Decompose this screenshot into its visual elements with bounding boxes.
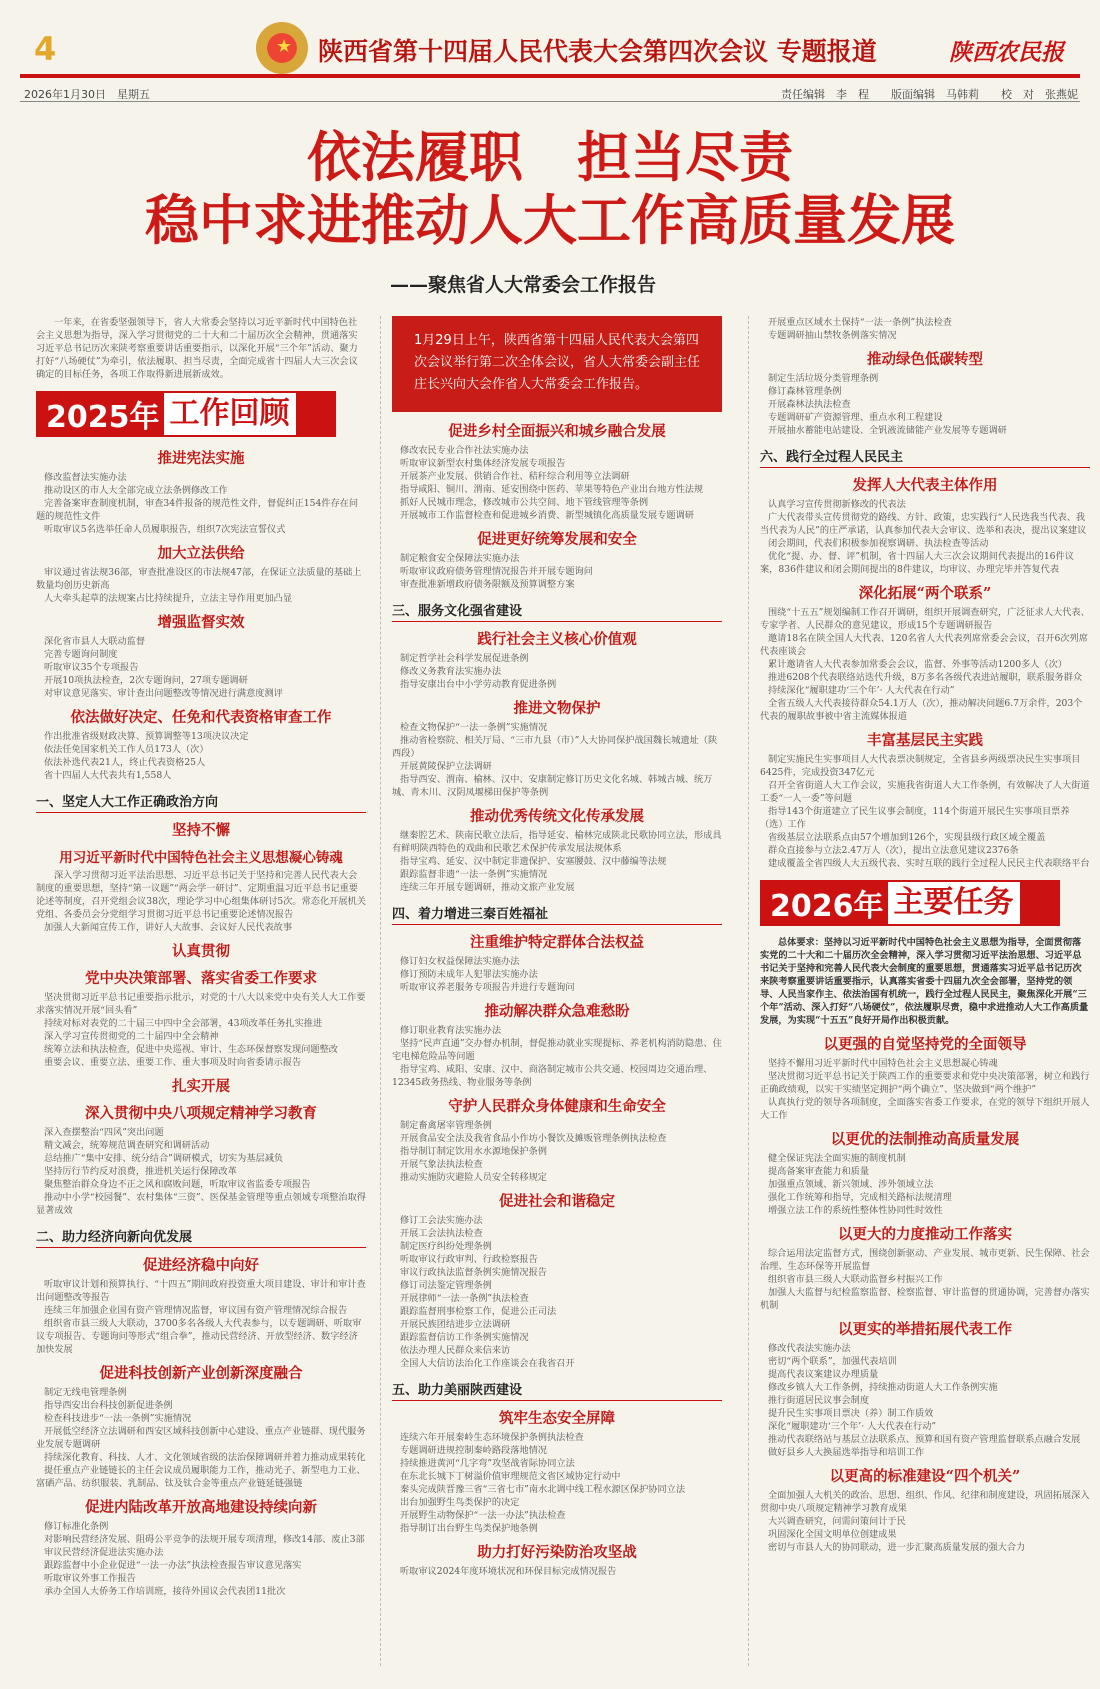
list-item: 审议民营经济促进法实施办法 (44, 1547, 164, 1558)
list-item: 指导西安出台科技创新促进条例 (44, 1400, 173, 1411)
subheading: 以更高的标准建设“四个机关” (829, 1468, 1021, 1485)
list-item: 制定哲学社会科学发展促进条例 (400, 653, 529, 664)
item-list (760, 606, 1090, 723)
list-item: 修改乡镇人大工作条例，持续推动街道人大工作条例实施 (768, 1382, 998, 1393)
list-item: 综合运用法定监督方式，围绕创新驱动、产业发展、城市更新、民生保障、社会治理、生态环保等开展监督 (760, 1248, 1090, 1272)
subheading: 促进内陆改革开放高地建设持续向新 (85, 1499, 317, 1516)
item-list (760, 1489, 1090, 1554)
list-item: 提高备案审查能力和质量 (768, 1166, 870, 1177)
list-item: 组织省市县三级人大联动监督乡村振兴工作 (768, 1274, 943, 1285)
photo-caption-box: 1月29日上午，陕西省第十四届人民代表大会第四次会议举行第二次全体会议，省人大常委会副主任庄长兴向大会作省人大常委会工作报告。 (392, 316, 722, 412)
dateline: 2026年1月30日 星期五 (24, 88, 150, 101)
list-item: 专题调研矿产资源管理、重点水利工程建设 (768, 412, 943, 423)
list-item: 推行街道居民议事会制度 (768, 1395, 870, 1406)
list-item: 持续深化教育、科技、人才、文化领域省级的法治保障调研并着力推动成果转化 (44, 1452, 366, 1463)
list-item: 专题调研抽山禁牧条例落实情况 (768, 330, 897, 341)
column-1 (36, 316, 366, 1676)
list-item: 健全保证宪法全面实施的制度机制 (768, 1153, 906, 1164)
list-item: 深化省市县人大联动监督 (44, 636, 146, 647)
list-item: 提升民生实事项目票决（养）制工作质效 (768, 1408, 934, 1419)
section-title: 陕西省第十四届人民代表大会第四次会议 专题报道 (318, 37, 877, 66)
subheading: 促进更好统筹发展和安全 (477, 531, 637, 548)
list-item: 制定医疗纠纷处理条例 (400, 1241, 492, 1252)
list-item: 推进6208个代表联络站迭代升级，8万多名各级代表进站履职，联系服务群众 (768, 672, 1083, 683)
subheading: 推进宪法实施 (157, 450, 245, 467)
list-item: 开展10项执法检查，2次专题询问，27项专题调研 (44, 675, 248, 686)
subheading: 推动解决群众急难愁盼 (484, 1003, 630, 1020)
list-item: 听取审议外事工作报告 (44, 1573, 136, 1584)
list-item: 聚焦整治群众身边不正之风和腐败问题，听取审议省监委专项报告 (44, 1179, 311, 1190)
masthead (20, 20, 1080, 74)
subheading: 党中央决策部署、落实省委工作要求 (85, 970, 317, 987)
list-item: 完善备案审查制度机制，审查34件报备的规范性文件，督促纠正154件存在问题的规范性文件 (36, 498, 359, 522)
list-item: 跟踪监督中小企业促进“一法一办法”执法检查报告审议意见落实 (44, 1560, 302, 1571)
section-heading: 三、服务文化强省建设 (392, 600, 722, 622)
national-emblem-icon: ★ (256, 22, 308, 74)
list-item: 强化工作统筹和指导，完成相关路标法规清理 (768, 1192, 952, 1203)
year-number: 2026年 (770, 881, 886, 925)
item-list (760, 372, 1090, 437)
item-list (36, 991, 366, 1069)
list-item: 累计邀请省人大代表参加常委会会议，监督、外事等活动1200多人（次） (768, 659, 1068, 670)
list-item: 指导西安、渭南、榆林、汉中、安康制定修订历史文化名城、韩城古城、统万城、青木川、汉阴凤堰梯田保护等条例 (392, 774, 713, 798)
item-list (392, 955, 722, 994)
list-item: 深入查摆整治“四风”突出问题 (44, 1127, 164, 1138)
list-item: 跟踪监督信访工作条例实施情况 (400, 1332, 529, 1343)
list-item: 推动中小学“校园餐”、农村集体“三资”、医保基金管理等重点领域专项整治取得显著成效 (36, 1192, 366, 1216)
list-item: 作出批准省级财政决算、预算调整等13项决议决定 (44, 731, 249, 742)
item-list (36, 921, 366, 934)
list-item: 群众直接参与立法2.47万人（次），提出立法意见建议2376条 (768, 845, 1019, 856)
list-item: 省级基层立法联系点由57个增加到126个，实现县级行政区域全覆盖 (768, 832, 1046, 843)
list-item: 推动省检察院、相关厅局、“三市九县（市）”人大协同保护战国魏长城遗址（陕西段） (392, 735, 718, 759)
column-divider (380, 316, 381, 1666)
item-list (36, 1520, 366, 1598)
list-item: 开展工会法执法检查 (400, 1228, 483, 1239)
list-item: 指导咸阳、铜川、渭南、延安围绕中医药、苹果等特色产业出台地方性法规 (400, 484, 704, 495)
subheading: 推进文物保护 (513, 700, 601, 717)
list-item: 开展律师“一法一条例”执法检查 (400, 1293, 529, 1304)
list-item: 听取审议计划和预算执行、“十四五”期间政府投资重大项目建设、审计和审计查出问题整改等报告 (36, 1279, 366, 1303)
list-item: 出台加强野生鸟类保护的决定 (400, 1497, 520, 1508)
item-list (392, 1119, 722, 1184)
list-item: 开展食品安全法及我省食品小作坊小餐饮及摊贩管理条例执法检查 (400, 1133, 667, 1144)
year-review-banner (36, 391, 336, 437)
list-item: 认真学习宣传贯彻新修改的代表法 (768, 499, 906, 510)
list-item: 听取审议新型农村集体经济发展专项报告 (400, 458, 566, 469)
item-list (760, 498, 1090, 576)
list-item: 开展黄陵保护立法调研 (400, 761, 492, 772)
subheading: 深入贯彻中央八项规定精神学习教育 (85, 1105, 317, 1122)
list-item: 深入学习宣传贯彻党的二十届四中全会精神 (44, 1031, 219, 1042)
item-list (760, 753, 1090, 870)
divider (20, 101, 1080, 102)
list-item: 开展城市工作监督检查和促进城乡消费、新型城镇化高质量发展专题调研 (400, 510, 694, 521)
list-item: 审议行政执法监督条例实施情况报告 (400, 1267, 547, 1278)
list-item: 跟踪监督刑事检察工作，促进公正司法 (400, 1306, 557, 1317)
list-item: 推动设区的市人大全部完成立法条例修改工作 (44, 485, 228, 496)
list-item: 加强重点领域、新兴领域、涉外领域立法 (768, 1179, 934, 1190)
page-number: 4 (34, 30, 57, 68)
subheading: 以更优的法制推动高质量发展 (830, 1131, 1020, 1148)
item-list (36, 1126, 366, 1217)
list-item: 制定畜禽屠宰管理条例 (400, 1120, 492, 1131)
list-item: 全国人大信访法治化工作座谈会在我省召开 (400, 1358, 575, 1369)
list-item: 制定无线电管理条例 (44, 1387, 127, 1398)
list-item: 统筹立法和执法检查，促进中央巡视、审计、生态环保督察发现问题整改 (44, 1044, 338, 1055)
list-item: 加强人大监督与纪检监察监督、检察监督、审计监督的贯通协调，完善督办落实机制 (760, 1287, 1090, 1311)
list-item: 精文减会，统筹规范调查研究和调研活动 (44, 1140, 210, 1151)
subheading: 促进科技创新产业创新深度融合 (99, 1365, 303, 1382)
subheading: 依法做好决定、任免和代表资格审查工作 (70, 709, 332, 726)
list-item: 提高代表议案建议办理质量 (768, 1369, 879, 1380)
list-item: 指导安康出台中小学劳动教育促进条例 (400, 679, 557, 690)
section-heading: 一、坚定人大工作正确政治方向 (36, 791, 366, 813)
list-item: 建成覆盖全省四级人大五级代表、实时互联的践行全过程人民民主代表联络平台 (768, 858, 1090, 869)
list-item: 依法办理人民群众来信来访 (400, 1345, 511, 1356)
year-label: 主要任务 (888, 882, 1020, 924)
item-list (36, 1278, 366, 1356)
item-list (392, 552, 722, 591)
list-item: 增强立法工作的系统性整体性协同性时效性 (768, 1205, 943, 1216)
subheading: 以更大的力度推动工作落实 (838, 1226, 1012, 1243)
list-item: 指导宝鸡、延安、汉中制定非遗保护、安塞腰鼓、汉中藤编等法规 (400, 856, 667, 867)
newspaper-logo: 陕西农民报 (949, 39, 1064, 66)
list-item: 制定生活垃圾分类管理条例 (768, 373, 879, 384)
intro-paragraph: 一年来，在省委坚强领导下，省人大常委会坚持以习近平新时代中国特色社会主义思想为指导，深入学习贯彻党的二十大和二十届历次全会精神，贯通落实习近平总书记历次来陕考察重要讲话重要指示，以深化开展“三个年”活动、聚力打好“八场硬仗”为牵引，依法履职、担当尽责，全面完成省十四届人大三次会议确定的目标任务，各项工作取得新进展新成效。 (36, 317, 358, 380)
subheading: 坚持不懈 (172, 822, 230, 839)
list-item: 围绕“十五五”规划编制工作召开调研，组织开展调查研究，广泛征求人大代表、专家学者、人民群众的意见建议，形成15个专题调研报告 (760, 607, 1090, 631)
item-list (392, 1431, 722, 1535)
column-2 (392, 316, 722, 1676)
item-list (36, 635, 366, 700)
list-item: 组织省市县三级人大联动，3700多名各级人大代表参与，以专题调研、听取审议专项报告、专题询问等形式“组合拳”，推动民营经济、开放型经济、数字经济加快发展 (36, 1318, 362, 1355)
item-list (36, 471, 366, 536)
list-item: 全省五级人大代表接待群众54.1万人（次），推动解决问题6.7万余件，203个代表的履职故事被中省主流媒体报道 (760, 698, 1083, 722)
list-item: 完善专题询问制度 (44, 649, 118, 660)
list-item: 开展野生动物保护“一法一办法”执法检查 (400, 1510, 566, 1521)
subheading: 推动优秀传统文化传承发展 (470, 808, 644, 825)
list-item: 检查文物保护“一法一条例”实施情况 (400, 722, 548, 733)
list-item: 坚持不懈用习近平新时代中国特色社会主义思想凝心铸魂 (768, 1058, 998, 1069)
list-item: 听取审议政府债务管理情况报告并开展专题询问 (400, 566, 593, 577)
list-item: 重要会议、重要立法、重要工作、重大事项及时向省委请示报告 (44, 1057, 302, 1068)
list-item: 修改代表法实施办法 (768, 1343, 851, 1354)
list-item: 巩固深化全国文明单位创建成果 (768, 1529, 897, 1540)
subheading: 以更强的自觉坚持党的全面领导 (823, 1036, 1027, 1053)
list-item: 坚决贯彻习近平总书记重要指示批示，对党的十八大以来党中央有关人大工作要求落实情况开展“回头看” (36, 992, 366, 1016)
list-item: 闭会期间，代表们积极参加视察调研、执法检查等活动 (768, 538, 989, 549)
list-item: 提任重点产业链链长的主任会议成员履职能力工作，推动光子、新型电力工业、富硒产品、纺织服装、乳制品、钛及钛合金等重点产业链延链强链 (36, 1465, 366, 1489)
item-list (760, 1152, 1090, 1217)
list-item: 优化“提、办、督、评”机制，省十四届人大三次会议期间代表提出的16件议案，836件建议和闭会期间提出的8件建议，均审议、办理完毕并答复代表 (760, 551, 1074, 575)
list-item: 指导制订出台野生鸟类保护地条例 (400, 1523, 538, 1534)
list-item: 指导制订制定饮用水水源地保护条例 (400, 1146, 547, 1157)
list-item: 听取审议5名选举任命人员履职报告，组织7次宪法宣誓仪式 (44, 524, 286, 535)
list-item: 推动代表联络站与基层立法联系点、预算和国有资产管理监督联系点融合发展 (768, 1434, 1081, 1445)
subheading: 促进乡村全面振兴和城乡融合发展 (448, 423, 666, 440)
editors-line: 责任编辑 李 程 版面编辑 马韩莉 校 对 张燕妮 (781, 88, 1078, 101)
subheading: 筑牢生态安全屏障 (499, 1410, 615, 1427)
list-item: 听取审议35个专项报告 (44, 662, 139, 673)
list-item: 专题调研进规控制秦岭路段落地情况 (400, 1445, 547, 1456)
overall-requirements: 总体要求：坚持以习近平新时代中国特色社会主义思想为指导，全面贯彻落实党的二十大和二十届历次全会精神，深入学习贯彻习近平法治思想、习近平总书记关于坚持和完善人民代表大会制度的重要思想，贯通落实习近平总书记历次来陕考察重要讲话重要指示，认真落实省委十四届九次全会部署，坚持党的领导、人民当家作主、依法治国有机统一，践行全过程人民民主，聚焦深化开展“三个年”活动、深入打好“八场硬仗”，依法履职尽责，稳中求进推动人大工作高质量发展，为实现“十五五”良好开局作出积极贡献。 (760, 937, 1089, 1026)
list-item: 修改义务教育法实施办法 (400, 666, 502, 677)
item-list (760, 1247, 1090, 1312)
subheading: 注重维护特定群体合法权益 (470, 934, 644, 951)
masthead-rule (20, 74, 1080, 78)
item-list (36, 1386, 366, 1490)
list-item: 听取审议养老服务专项报告并进行专题询问 (400, 982, 575, 993)
list-item: 持续推进黄河“几字弯”攻坚战省际协同立法 (400, 1458, 575, 1469)
item-list (392, 1024, 722, 1089)
list-item: 密切与市县人大的协同联动，进一步汇聚高质量发展的强大合力 (768, 1542, 1026, 1553)
list-item: 开展森林法执法检查 (768, 399, 851, 410)
subtitle: ——聚焦省人大常委会工作报告 (390, 274, 657, 296)
item-list (760, 1342, 1090, 1459)
list-item: 连续三年加强企业国有资产管理情况监督，审议国有资产管理情况综合报告 (44, 1305, 348, 1316)
list-item: 检查科技进步“一法一条例”实施情况 (44, 1413, 192, 1424)
list-item: 召开全省街道人大工作会议，实施我省街道人大工作条例，有效解决了人大街道工委“一人一委”等问题 (760, 780, 1090, 804)
list-item: 持续对标对表党的二十届三中四中全会部署，43项改革任务扎实推进 (44, 1018, 323, 1029)
subheading: 丰富基层民主实践 (867, 732, 983, 749)
item-list (36, 566, 366, 605)
year-tasks-banner (760, 880, 1060, 926)
item-list (392, 721, 722, 799)
subheading: 以更实的举措拓展代表工作 (838, 1321, 1012, 1338)
list-item: 深化“履职建功‘三个年’· 人大代表在行动” (768, 1421, 937, 1432)
list-item: 审议通过省法规36部，审查批准设区的市法规47部，在保证立法质量的基础上数量均创历史新高 (36, 567, 362, 591)
list-item: 跟踪监督非遗“一法一条例”实施情况 (400, 869, 548, 880)
subheading: 深化拓展“两个联系” (858, 585, 992, 602)
column-divider (748, 316, 749, 1666)
list-item: 对影响民营经济发展、阻碍公平竞争的法规开展专项清理，修改14部、废止3部 (44, 1534, 365, 1545)
list-item: 指导宝鸡、咸阳、安康、汉中、商洛制定城市公共交通、校园周边交通治理、12345政务热线、物业服务等条例 (392, 1064, 713, 1088)
headline-line-2: 稳中求进推动人大工作高质量发展 (145, 189, 955, 252)
list-item: 密切“两个联系”，加强代表培训 (768, 1356, 897, 1367)
list-item: 人大牵头起草的法规案占比持续提升，立法主导作用更加凸显 (44, 593, 293, 604)
item-list (392, 1565, 722, 1578)
subheading: 认真贯彻 (172, 943, 230, 960)
headline-line-1: 依法履职 担当尽责 (307, 126, 793, 189)
subheading: 加大立法供给 (157, 545, 245, 562)
year-label: 工作回顾 (164, 393, 296, 435)
list-item: 邀请18名在陕全国人大代表、120名省人大代表列席常委会会议，召开6次列席代表座谈会 (760, 633, 1088, 657)
list-item: 开展民族团结进步立法调研 (400, 1319, 511, 1330)
list-item: 广大代表带头宣传贯彻党的路线、方针、政策，忠实践行“人民选我当代表、我当代表为人民”的庄严承诺，认真参加代表大会审议、选举和表决，提出议案建议 (760, 512, 1087, 536)
list-item: 认真执行党的领导各项制度，全面落实省委工作要求，在党的领导下组织开展人大工作 (760, 1097, 1090, 1121)
item-list (392, 652, 722, 691)
list-item: 大兴调查研究，问需问策问计于民 (768, 1516, 906, 1527)
column-3 (760, 316, 1090, 1676)
year-number: 2025年 (46, 392, 162, 436)
item-list (392, 1214, 722, 1370)
list-item: 开展抽水蓄能电站建设、全钒液流储能产业发展等专题调研 (768, 425, 1007, 436)
list-item: 总结推广“集中安排、统分结合”调研模式，切实为基层减负 (44, 1153, 284, 1164)
list-item: 依法补选代表21人，终止代表资格25人 (44, 757, 206, 768)
list-item: 修订司法鉴定管理条例 (400, 1280, 492, 1291)
subheading: 守护人民群众身体健康和生命安全 (448, 1098, 666, 1115)
item-list (760, 316, 1090, 342)
section-heading: 五、助力美丽陕西建设 (392, 1379, 722, 1401)
subheading: 助力打好污染防治攻坚战 (477, 1544, 637, 1561)
paragraph: 深入学习贯彻习近平法治思想、习近平总书记关于坚持和完善人民代表大会制度的重要思想，坚持“第一议题”“两会学一研讨”、定期重温习近平总书记重要论述等制度，召开党组会议38次，理论学习中心组集体研讨5次。常态化开展机关党组、各委员会分党组学习贯彻习近平总书记重要论述情况报告 (36, 870, 366, 920)
list-item: 全面加强人大机关的政治、思想、组织、作风、纪律和制度建设，巩固拓展深入贯彻中央八项规定精神学习教育成果 (760, 1490, 1090, 1514)
list-item: 推动实施防灾避险人员安全转移规定 (400, 1172, 547, 1183)
item-list (392, 444, 722, 522)
subheading: 践行社会主义核心价值观 (477, 631, 637, 648)
item-list (760, 1057, 1090, 1122)
list-item: 修订职业教育法实施办法 (400, 1025, 502, 1036)
list-item: 开展低空经济立法调研和西安区域科技创新中心建设、重点产业链群、现代服务业发展专题调研 (36, 1426, 366, 1450)
list-item: 开展气象法执法检查 (400, 1159, 483, 1170)
subheading: 促进经济稳中向好 (143, 1257, 259, 1274)
list-item: 修订工会法实施办法 (400, 1215, 483, 1226)
list-item: 审查批准新增政府债务限额及预算调整方案 (400, 579, 575, 590)
item-list (36, 730, 366, 782)
list-item: 做好县乡人大换届选举指导和培训工作 (768, 1447, 925, 1458)
list-item: 修改监督法实施办法 (44, 472, 127, 483)
list-item: 坚决贯彻习近平总书记关于陕西工作的重要要求和党中央决策部署，树立和践行正确政绩观，以实干实绩坚定拥护“两个确立”、坚决做到“两个维护” (760, 1071, 1090, 1095)
list-item: 依法任免国家机关工作人员173人（次） (44, 744, 209, 755)
list-item: 在东北长城下丁树溢价值审理规范文省区域协定行动中 (400, 1471, 621, 1482)
section-heading: 二、助力经济向新向优发展 (36, 1226, 366, 1248)
list-item: 继秦腔艺术、陕南民歌立法后，指导延安、榆林完成陕北民歌协同立法，形成具有鲜明陕西特色的戏曲和民歌艺术保护传承发展法规体系 (392, 830, 722, 854)
list-item: 开展重点区域水土保持“一法一条例”执法检查 (768, 317, 952, 328)
list-item: 坚持“民声直通”交办督办机制，督促推动就业实现提标、养老机构消防隐患、住宅电梯危险品等问题 (392, 1038, 722, 1062)
list-item: 开展茶产业发展、供销合作社、秸秆综合利用等立法调研 (400, 471, 630, 482)
list-item: 坚持厉行节约反对浪费，推进机关运行保障改革 (44, 1166, 237, 1177)
list-item: 修订标准化条例 (44, 1521, 109, 1532)
list-item: 制定实施民生实事项目人大代表票决制规定，全省县乡两级票决民生实事项目6425件，完成投资347亿元 (760, 754, 1081, 778)
list-item: 指导143个街道建立了民生议事会制度，114个街道开展民生实事项目票养（选）工作 (760, 806, 1070, 830)
list-item: 听取审议2024年度环境状况和环保目标完成情况报告 (400, 1566, 617, 1577)
subheading: 推动绿色低碳转型 (867, 351, 983, 368)
subheading: 用习近平新时代中国特色社会主义思想凝心铸魂 (59, 850, 343, 866)
list-item: 修订妇女权益保障法实施办法 (400, 956, 520, 967)
list-item: 省十四届人大代表共有1,558人 (44, 770, 172, 781)
subheading: 发挥人大代表主体作用 (852, 477, 998, 494)
list-item: 加强人大新闻宣传工作，讲好人大故事、会议好人民代表故事 (44, 922, 293, 933)
list-item: 承办全国人大侨务工作培训班，接待外国议会代表团11批次 (44, 1586, 286, 1597)
list-item: 连续三年开展专题调研，推动文旅产业发展 (400, 882, 575, 893)
item-list (392, 829, 722, 894)
list-item: 修订森林管理条例 (768, 386, 842, 397)
list-item: 连续六年开展秦岭生态环境保护条例执法检查 (400, 1432, 584, 1443)
list-item: 修订预防未成年人犯罪法实施办法 (400, 969, 538, 980)
list-item: 制定粮食安全保障法实施办法 (400, 553, 520, 564)
list-item: 持续深化“履职建功‘三个年’· 人大代表在行动” (768, 685, 955, 696)
list-item: 秦头完成陕晋豫三省“三省七市”南水北调中线工程水源区保护协同立法 (400, 1484, 686, 1495)
list-item: 抓好人民城市理念，修改城市公共空间、地下管线管理等条例 (400, 497, 649, 508)
section-heading: 六、践行全过程人民民主 (760, 446, 1090, 468)
subheading: 扎实开展 (172, 1078, 230, 1095)
subheading: 增强监督实效 (157, 614, 245, 631)
list-item: 听取审议行政审判、行政检察报告 (400, 1254, 538, 1265)
subheading: 促进社会和谐稳定 (499, 1193, 615, 1210)
list-item: 对审议意见落实、审计查出问题整改等情况进行满意度测评 (44, 688, 283, 699)
list-item: 修改农民专业合作社法实施办法 (400, 445, 529, 456)
section-heading: 四、着力增进三秦百姓福祉 (392, 903, 722, 925)
